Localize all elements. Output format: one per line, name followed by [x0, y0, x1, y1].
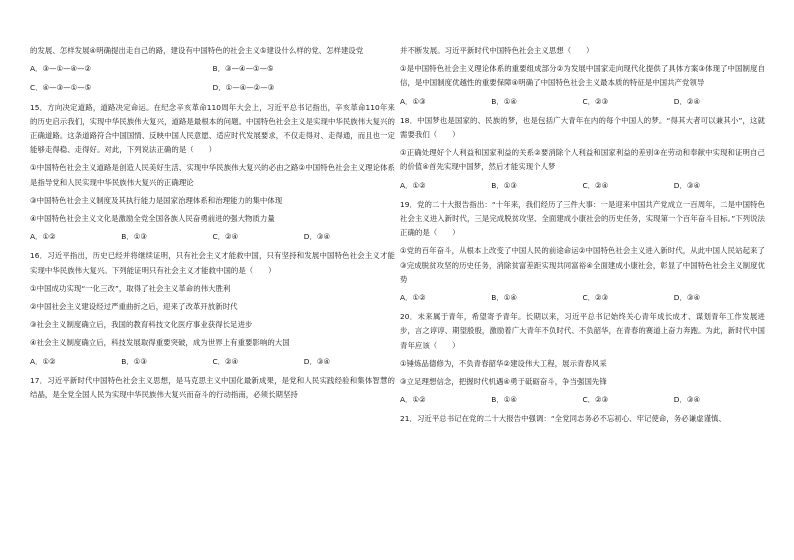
q14-stem-tail: 的发展、怎样发展④明确提出走自己的路，建设有中国特色的社会主义⑤建设什么样的党、怎样建设党	[30, 46, 364, 55]
q15-option-a: A．①②	[30, 232, 56, 242]
q17-option-d: D．②④	[673, 96, 701, 106]
q18-stem: 18．中国梦也是国家的、民族的梦，也是包括广大青年在内的每个中国人的梦。“得其大者可以兼其小”，这就需要我们（ ）	[400, 115, 765, 140]
q20-option-c: C．②③	[582, 395, 609, 405]
q19-option-c: C．②③	[582, 293, 609, 303]
q20-option-a: A．①②	[400, 395, 426, 405]
q17-option-c: C．②③	[582, 96, 609, 106]
q14-option-b: B．③—④—①—⑤	[212, 64, 274, 74]
q15-stem: 15．方向决定道路，道路决定命运。在纪念辛亥革命110周年大会上，习近平总书记指出，辛亥革命110年来的历史启示我们，实现中华民族伟大复兴，道路是最根本的问题。中国特色社会主义是实现中华民族伟大复兴的正确道路。这条道路符合中国国情、反映中国人民意愿、适应时代发展要求，不仅走得对、走得通，而且也一定能够走得稳、走得好。对此，下列说法正确的是（ ）	[30, 102, 395, 155]
q14-option-a: A．③—①—④—②	[30, 64, 92, 74]
q16-item-1: ①中国成功实现“一化三改”，取得了社会主义革命的伟大胜利	[30, 283, 231, 293]
q19-option-b: B．①④	[491, 293, 517, 303]
q15-option-c: C．②④	[212, 232, 239, 242]
q15-options	[30, 230, 395, 244]
q17-item-1: ①是中国特色社会主义理论体系的重要组成部分②为发展中国家走向现代化提供了具体方案③体现了中国制度自信，是中国制度优越性的重要保障④明确了中国特色社会主义最本质的特征是中国共产党领导	[400, 64, 765, 88]
q20-option-b: B．①④	[491, 395, 517, 405]
q15-item-2: ③中国特色社会主义制度及其执行能力是国家治理体系和治理能力的集中体现	[30, 195, 283, 205]
left-column	[30, 44, 395, 406]
q19-option-d: D．③④	[673, 293, 701, 303]
q21-stem: 21．习近平总书记在党的二十大报告中强调：“全党同志务必不忘初心、牢记使命，务必谦虚谨慎、	[400, 414, 726, 424]
q14-options-row2	[30, 81, 395, 95]
q18-options	[400, 179, 765, 193]
q16-option-a: A．①②	[30, 356, 56, 366]
q19-item-1: ①党的百年奋斗，从根本上改变了中国人民的前途命运②中国特色社会主义进入新时代，从此中国人民站起来了③完成脱贫攻坚的历史任务，消除贫富差距实现共同富裕④全面建成小康社会，彰显了中国特色社会主义制度优势	[400, 246, 765, 284]
q20-item-2: ③立足理想信念，把握时代机遇④勇于砥砺奋斗，争当强国先锋	[400, 377, 607, 387]
q19-option-a: A．①②	[400, 293, 426, 303]
q16-options	[30, 355, 395, 369]
q15-option-b: B．①③	[121, 232, 147, 242]
q18-option-a: A．①②	[400, 180, 426, 190]
q19-stem: 19．党的二十大报告指出：“十年来，我们经历了三件大事：一是迎来中国共产党成立一百周年，二是中国特色社会主义进入新时代，三是完成脱贫攻坚、全面建成小康社会的历史任务，实现第一个百年奋斗目标。”下列说法正确的是（ ）	[400, 199, 765, 238]
q16-option-d: D．③④	[303, 356, 331, 366]
q17-option-b: B．①④	[491, 96, 517, 106]
q19-options	[400, 291, 765, 305]
q15-option-d: D．③④	[303, 232, 331, 242]
q14-option-d: D．①—④—②—③	[212, 83, 275, 93]
q20-option-d: D．③④	[673, 395, 701, 405]
q17-stem-tail: 并不断发展。习近平新时代中国特色社会主义思想（ ）	[400, 46, 594, 55]
q20-stem: 20．未来属于青年，希望寄予青年。长期以来，习近平总书记始终关心青年成长成才、谋划青年工作发展进步，言之谆谆、期望殷殷，激励着广大青年不负时代、不负韶华，在青春的赛道上奋力奔跑。为此，新时代中国青年应该（ ）	[400, 312, 765, 350]
q14-option-c: C．④—③—①—⑤	[30, 83, 92, 93]
q16-stem: 16．习近平指出，历史已经并将继续证明，只有社会主义才能救中国，只有坚持和发展中国特色社会主义才能实现中华民族伟大复兴。下列能证明只有社会主义才能救中国的是（ ）	[30, 251, 395, 275]
q14-options	[30, 62, 395, 76]
q18-option-c: C．②④	[582, 180, 609, 190]
q17-options	[400, 95, 765, 109]
q20-options	[400, 393, 765, 407]
q18-item-1: ①正确处理好个人利益和国家利益的关系②要消除个人利益和国家利益的差别③在劳动和奉献中实现和证明自己的价值④首先实现中国梦，然后才能实现个人梦	[400, 148, 765, 172]
q16-item-3: ③社会主义制度确立后，我国的教育科技文化医疗事业获得长足进步	[30, 320, 253, 330]
q16-item-2: ②中国社会主义建设经过严重曲折之后，迎来了改革开放新时代	[30, 302, 238, 312]
q16-item-4: ④社会主义制度确立后，科技发展取得重要突破，成为世界上有重要影响的大国	[30, 338, 290, 348]
right-column	[400, 44, 765, 431]
q17-stem: 17．习近平新时代中国特色社会主义思想，是马克思主义中国化最新成果，是党和人民实践经验和集体智慧的结晶，是全党全国人民为实现中华民族伟大复兴而奋斗的行动指南，必须长期坚持	[30, 375, 395, 400]
q18-option-b: B．①③	[491, 180, 517, 190]
q16-option-b: B．①③	[121, 356, 147, 366]
q20-item-1: ①锤炼品德修为，不负青春韶华②建设伟大工程，展示青春风采	[400, 358, 607, 368]
q18-option-d: D．③④	[673, 180, 701, 190]
q17-option-a: A．①③	[400, 96, 426, 106]
q15-item-1: ①中国特色社会主义道路是创造人民美好生活、实现中华民族伟大复兴的必由之路②中国特色社会主义理论体系是指导党和人民实现中华民族伟大复兴的正确理论	[30, 163, 395, 187]
q15-item-3: ④中国特色社会主义文化是激励全党全国各族人民奋勇前进的强大物质力量	[30, 214, 275, 224]
q16-option-c: C．②④	[212, 356, 239, 366]
